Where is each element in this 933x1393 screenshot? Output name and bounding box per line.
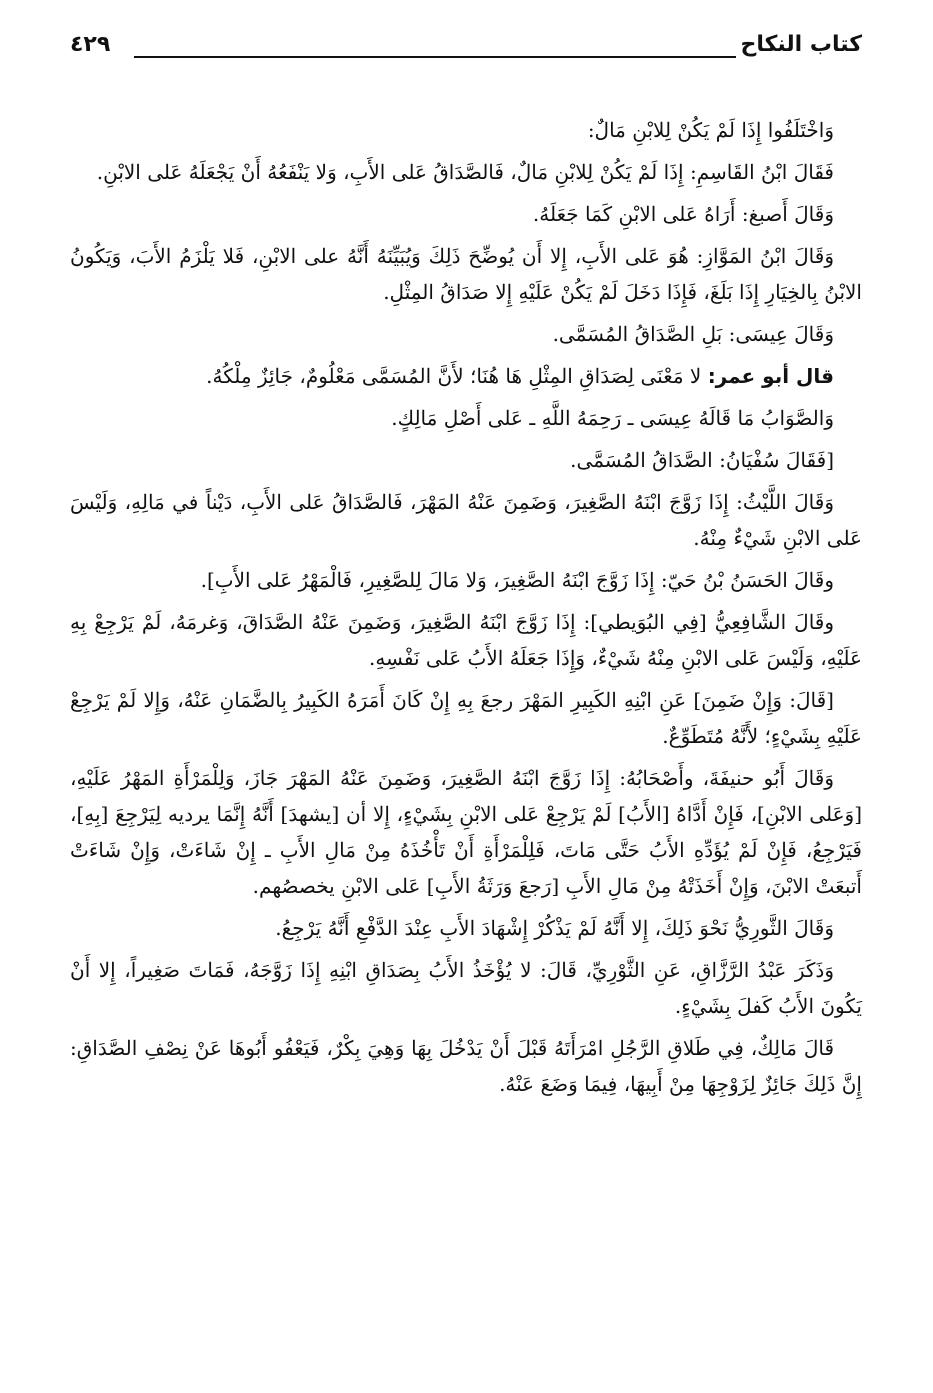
paragraph-text: وَالصَّوَابُ مَا قَالَهُ عِيسَى ـ رَحِمَهُ اللَّهِ ـ عَلى أَصْلِ مَالِكٍ. [391, 406, 834, 430]
page [70, 28, 862, 1368]
paragraph-text: فَقَالَ ابْنُ القَاسِمِ: إِذَا لَمْ يَكُنْ لِلابْنِ مَالٌ، فَالصَّدَاقُ عَلى الأَبِ، وَلا يَنْفَعُهُ أَنْ يَجْعَلَهُ عَلى الابْنِ. [96, 160, 834, 184]
paragraph-text: وَاخْتَلَفُوا إِذَا لَمْ يَكُنْ لِلابْنِ مَالٌ: [587, 118, 834, 142]
page-number: ٤٢٩ [70, 32, 111, 57]
paragraph [70, 442, 862, 478]
book-title: كتاب النكاح [740, 32, 862, 57]
paragraph [70, 112, 862, 148]
paragraph-text: وَقَالَ اللَّيْثُ: إِذَا زَوَّجَ ابْنَهُ الصَّغِيرَ، وَضَمِنَ عَنْهُ المَهْرَ، فَالصَّدَاقُ عَلى الأَبِ، دَيْناً في مَالِهِ، وَلَيْسَ عَلى الابْنِ شَيْءٌ مِنْهُ. [70, 490, 862, 550]
paragraph [70, 910, 862, 946]
paragraph-text: وَقَالَ عِيسَى: بَلِ الصَّدَاقُ المُسَمَّى. [552, 322, 834, 346]
paragraph [70, 760, 862, 904]
paragraph [70, 562, 862, 598]
paragraph-text: وَقَالَ أَصبغ: أَرَاهُ عَلى الابْنِ كَمَا جَعَلَهُ. [532, 202, 834, 226]
paragraph-text: [فَقَالَ سُفْيَانُ: الصَّدَاقُ المُسَمَّى. [570, 448, 834, 472]
paragraph-text: وقَالَ الشَّافِعِيُّ [فِي البُوَيطي]: إِذَا زَوَّجَ ابْنَهُ الصَّغِيرَ، وَضَمِنَ عَنْهُ الصَّدَاقَ، وَغرمَهُ، لَمْ يَرْجِعْ بِهِ عَلَيْهِ، وَلَيْسَ عَلى الابْنِ مِنْهُ شَيْءٌ، وَإِذَا جَعَلَهُ الأَبُ عَلى نَفْسِهِ. [70, 610, 862, 670]
paragraph [70, 400, 862, 436]
paragraph-text: وَذَكَرَ عَبْدُ الرَّزَّاقِ، عَنِ الثَّوْرِيِّ، قَالَ: لا يُؤْخَذُ الأَبُ بِصَدَاقِ ابْنِهِ إِذَا زَوَّجَهُ، فَمَاتَ صَغِيراً، إِلا أَنْ يَكُونَ الأَبُ كَفلَ بِشَيْءٍ. [70, 958, 862, 1018]
paragraph [70, 604, 862, 676]
paragraph-text: وقَالَ الحَسَنُ بْنُ حَيّ: إِذَا زَوَّجَ ابْنَهُ الصَّغِيرَ، وَلا مَالَ لِلصَّغِيرِ، فَالْمَهْرُ عَلى الأَبِ]. [200, 568, 834, 592]
paragraph-text: قَالَ مَالِكٌ، فِي طَلاقِ الرَّجُلِ امْرَأَتَهُ قَبْلَ أَنْ يَدْخُلَ بِهَا وَهِيَ بِكْرٌ، فَيَعْفُو أَبُوهَا عَنْ نِصْفِ الصَّدَاقِ: إِنَّ ذَلِكَ جَائِزٌ لِزَوْجِهَا مِنْ أَبِيهَا، فِيمَا وَضَعَ عَنْهُ. [70, 1036, 862, 1096]
body-text [70, 112, 862, 1108]
paragraph-text: لا مَعْنَى لِصَدَاقِ المِثْلِ هَا هُنَا؛ لأَنَّ المُسَمَّى مَعْلُومٌ، جَائِزٌ مِلْكُهُ. [206, 364, 708, 388]
paragraph [70, 238, 862, 310]
paragraph [70, 484, 862, 556]
paragraph [70, 316, 862, 352]
paragraph-text: [قَالَ: وَإِنْ ضَمِنَ] عَنِ ابْنِهِ الكَبِيرِ المَهْرَ رجعَ بِهِ إِنْ كَانَ أَمَرَهُ الكَبِيرُ بِالضَّمَانِ عَنْهُ، وَإِلا لَمْ يَرْجِعْ عَلَيْهِ بِشَيْءٍ؛ لأَنَّهُ مُتَطَوِّعٌ. [70, 688, 862, 748]
paragraph [70, 952, 862, 1024]
paragraph [70, 154, 862, 190]
paragraph-lead: قال أبو عمر: [707, 364, 834, 388]
paragraph [70, 682, 862, 754]
paragraph [70, 1030, 862, 1102]
paragraph [70, 358, 862, 394]
paragraph-text: وَقَالَ ابْنُ المَوَّازِ: هُوَ عَلى الأَبِ، إِلا أَن يُوضِّحَ ذَلِكَ وَيُبَيِّنَهُ أَنَّهُ على الابْنِ، فَلا يَلْزَمُ الأَبَ، وَيَكُونُ الابْنُ بِالخِيَارِ إِذَا بَلَغَ، فَإِذَا دَخَلَ لَمْ يَكُنْ عَلَيْهِ إِلا صَدَاقُ المِثْلِ. [70, 244, 862, 304]
paragraph-text: وَقَالَ الثَّورِيُّ نَحْوَ ذَلِكَ، إِلا أَنَّهُ لَمْ يَذْكُرْ إِشْهَادَ الأَبِ عِنْدَ الدَّفْعِ أَنَّهُ يَرْجِعُ. [275, 916, 834, 940]
paragraph-text: وَقَالَ أَبُو حنيفَةَ، وأَصْحَابُهُ: إِذَا زَوَّجَ ابْنَهُ الصَّغِيرَ، وَضَمِنَ عَنْهُ المَهْرَ جَازَ، وَلِلْمَرْأَةِ المَهْرُ عَلَيْهِ، [وَعَلى الابْنِ]، فَإِنْ أَدَّاهُ [الأَبُ] لَمْ يَرْجِعْ عَلى الابْنِ بِشَيْءٍ، إِلا أن [يشهدَ] أَنَّهُ إِنَّمَا يرديه لِيَرْجِعَ [بِهِ]، فَيَرْجِعُ، فَإِنْ لَمْ يُؤَدِّهِ الأَبُ حَتَّى مَاتَ، فَلِلْمَرْأَةِ أَنْ تَأْخُذَهُ مِنْ مَالِ الأَبِ ـ إِنْ شَاءَتْ، وَإِنْ شَاءَتْ أَتبعَتْ الابْنَ، وَإِنْ أَخَذَتْهُ مِنْ مَالِ الأَبِ [رَجعَ وَرَثَةُ الأَبِ] عَلى الابْنِ يخصصُهم. [70, 766, 862, 898]
paragraph [70, 196, 862, 232]
